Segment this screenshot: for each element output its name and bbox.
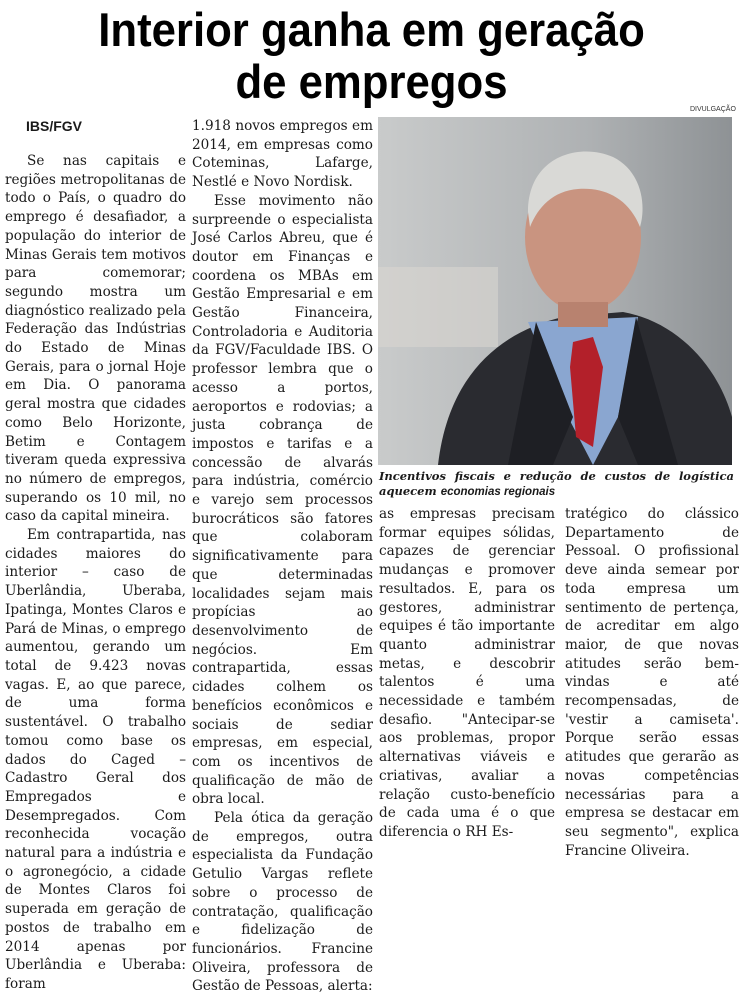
paragraph: Em contrapartida, nas cidades maiores do interior – caso de Uberlândia, Uberaba, Ipatinga, Montes Claros e Pará de Minas, o emprego aumentou, gerando um total de 9.423 novas vagas. E, ao que parece, de uma forma sustentável. O trabalho tomou como base os dados do Caged – Cadastro Geral dos Empregados e Desempregados. Com reconhecida vocação natural para a indústria e o agronegócio, a cidade de Montes Claros foi superada em geração de postos de trabalho em 2014 apenas por Uberlândia e Uberaba: foram [5,527,186,992]
caption-text: Incentivos fiscais e redução de custos de logística aquecem [379,469,734,498]
paragraph: Se nas capitais e regiões metropolitanas de todo o País, o quadro do emprego é desafiador, a população do interior de Minas Gerais tem motivos para comemorar; segundo mostra um diagnóstico realizado pela Federação das Indústrias do Estado de Minas Gerais, para o jornal Hoje em Dia. O panorama geral mostra que cidades como Belo Horizonte, Betim e Contagem tiveram queda expressiva no número de empregos, superando os 10 mil, no caso da capital mineira. [5,153,186,525]
article-column-2 [192,117,373,996]
article-column-4 [565,505,739,860]
article-photo [378,117,732,465]
portrait-image [378,117,732,465]
photo-caption [379,469,734,500]
paragraph: tratégico do clássico Departamento de Pessoal. O profissional deve ainda semear por toda empresa um sentimento de pertença, de acreditar em algo maior, de que novas atitudes serão bem-vindas e até recompensadas, de 'vestir a camiseta'. Porque serão essas atitudes que gerarão as novas competências necessárias para a empresa se destacar em seu segmento", explica Francine Oliveira. [565,506,739,859]
photo-credit: DIVULGAÇÃO [690,106,736,113]
article-column-3 [379,505,555,842]
headline-line-1: Interior ganha em geração [98,3,645,56]
paragraph: Pela ótica da geração de empregos, outra especialista da Fundação Getulio Vargas reflete sobre o processo de contratação, qualificação e fidelização de funcionários. Francine Oliveira, professora de Gestão de Pessoas, alerta: [192,810,373,995]
byline: IBS/FGV [26,118,83,134]
paragraph: Esse movimento não surpreende o especialista José Carlos Abreu, que é doutor em Finanças e coordena os MBAs em Gestão Empresarial e em Gestão Financeira, Controladoria e Auditoria da FGV/Faculdade IBS. O professor lembra que o acesso a portos, aeroportos e rodovias; a justa cobrança de impostos e tarifas e a concessão de alvarás para indústria, comércio e varejo sem processos burocráticos são fatores que colaboram significativamente para que determinadas localidades sejam mais propícias ao desenvolvimento de negócios. Em contrapartida, essas cidades colhem os benefícios econômicos e sociais de sediar empresas, em especial, com os incentivos de qualificação de mão de obra local. [192,192,373,808]
caption-text-bold: economias regionais [440,486,556,498]
paragraph: 1.918 novos empregos em 2014, em empresas como Coteminas, Lafarge, Nestlé e Novo Nordisk. [192,118,373,191]
article-column-1 [5,152,186,994]
paragraph: as empresas precisam formar equipes sólidas, capazes de gerenciar mudanças e promover resultados. E, para os gestores, administrar equipes é tão importante quanto administrar metas, e descobrir talentos é uma necessidade e também desafio. "Antecipar-se aos problemas, propor alternativas viáveis e criativas, avaliar a relação custo-benefício de cada uma é o que diferencia o RH Es- [379,506,555,840]
headline-line-2: de empregos [235,55,508,108]
